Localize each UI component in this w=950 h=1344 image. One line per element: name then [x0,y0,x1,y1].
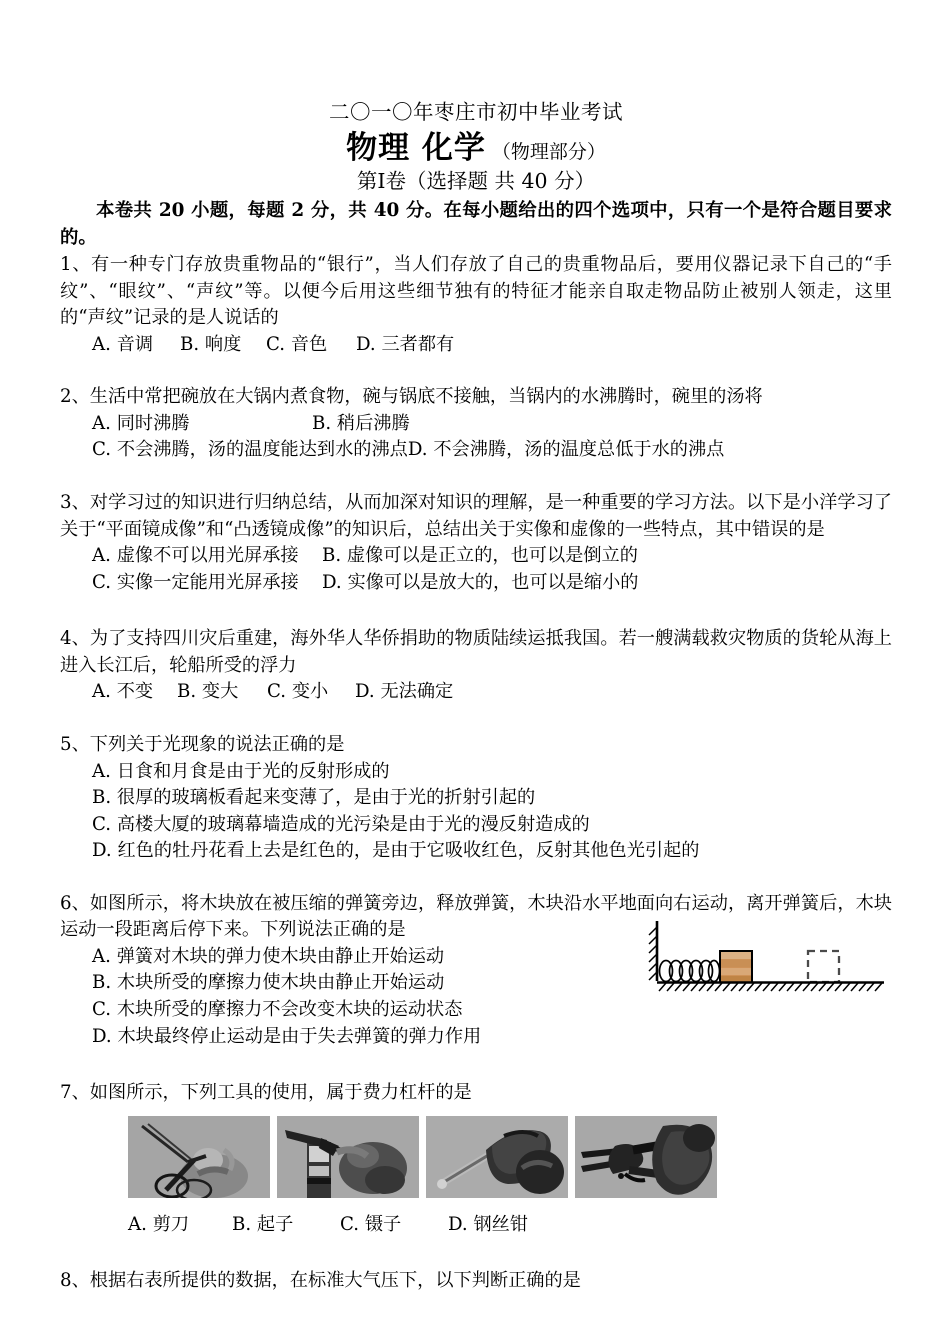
option-row [92,570,892,597]
option-row [92,997,892,1024]
question-5-stem [60,732,892,759]
question-2-text: 生活中常把碗放在大锅内煮食物，碗与锅底不接触，当锅内的水沸腾时，碗里的汤将 [89,386,763,408]
question-7-option-a[interactable]: A. 剪刀 [128,1213,190,1235]
option-row [128,1212,892,1239]
question-4-option-d[interactable]: D. 无法确定 [355,681,454,703]
option-row [92,838,892,865]
wire-pliers-photo-svg [575,1116,717,1198]
question-7-option-b[interactable]: B. 起子 [232,1213,294,1235]
question-2-number: 2、 [60,386,90,408]
option-row [92,437,892,464]
wood-block [720,951,752,982]
question-2-option-a[interactable]: A. 同时沸腾 [92,412,190,434]
ground-hatching [659,983,882,991]
question-6 [60,891,892,1050]
question-5-number: 5、 [60,733,90,755]
question-5-option-d[interactable]: D. 红色的牡丹花看上去是红色的，是由于它吸收红色，反射其他色光引起的 [92,840,700,862]
spacer [60,865,892,891]
question-7-photo-row [60,1116,892,1198]
question-5-options [60,759,892,865]
page-content [60,100,892,1295]
question-2-option-d[interactable]: D. 不会沸腾，汤的温度总低于水的沸点 [407,439,725,461]
dashed-block-outline [808,951,839,982]
spring-block-figure [648,919,892,995]
question-5-option-b[interactable]: B. 很厚的玻璃板看起来变薄了，是由于光的折射引起的 [92,787,536,809]
option-row [92,812,892,839]
question-6-text: 如图所示，将木块放在被压缩的弹簧旁边，释放弹簧，木块沿水平地面向右运动，离开弹簧后，木块运动一段距离后停下来。下列说法正确的是 [60,892,892,941]
question-1-number: 1、 [60,254,92,276]
question-2-options [60,411,892,464]
question-3-option-c[interactable]: C. 实像一定能用光屏承接 [92,571,299,593]
question-4-option-c[interactable]: C. 变小 [267,681,329,703]
question-4 [60,626,892,706]
exam-title-year: 二〇一〇年枣庄市初中毕业考试 [329,100,623,124]
exam-section-title: 第Ⅰ卷（选择题 共 40 分） [356,168,596,193]
exam-subject-line [60,130,892,167]
question-5-option-a[interactable]: A. 日食和月食是由于光的反射形成的 [92,760,390,782]
question-4-number: 4、 [60,628,90,650]
question-6-option-a[interactable]: A. 弹簧对木块的弹力使木块由静止开始运动 [92,945,445,967]
option-row [92,679,892,706]
spacer [60,358,892,384]
bottle-opener-photo [277,1116,419,1198]
question-3-option-a[interactable]: A. 虚像不可以用光屏承接 [92,545,299,567]
question-1 [60,252,892,358]
question-8-text: 根据右表所提供的数据，在标准大气压下，以下判断正确的是 [89,1270,581,1292]
question-4-option-a[interactable]: A. 不变 [92,681,154,703]
question-2-stem [60,384,892,411]
bottle-opener-photo-svg [277,1116,419,1198]
scissors-photo-svg [128,1116,270,1198]
spacer [60,706,892,732]
question-1-option-d[interactable]: D. 三者都有 [356,333,455,355]
question-6-option-d[interactable]: D. 木块最终停止运动是由于失去弹簧的弹力作用 [92,1025,482,1047]
spacer [60,1238,892,1268]
coil-spring [660,960,720,981]
exam-instruction: 本卷共 20 小题，每题 2 分，共 40 分。在每小题给出的四个选项中，只有一个是符合题目要求的。 [60,200,892,248]
question-7-number: 7、 [60,1082,90,1104]
question-7-options [60,1212,892,1239]
question-3-option-d[interactable]: D. 实像可以是放大的，也可以是缩小的 [322,571,639,593]
question-8-stem [60,1268,892,1295]
question-6-number: 6、 [60,892,90,914]
scissors-photo [128,1116,270,1198]
question-3-options [60,543,892,596]
question-4-options [60,679,892,706]
question-1-text: 有一种专门存放贵重物品的“银行”，当人们存放了自己的贵重物品后，要用仪器记录下自己的“手纹”、“眼纹”、“声纹”等。以便今后用这些细节独有的特征才能亲自取走物品防止被别人领走，这里的“声纹”记录的是人说话的 [60,254,892,329]
question-2 [60,384,892,464]
question-3-number: 3、 [60,492,90,513]
question-5-option-c[interactable]: C. 高楼大厦的玻璃幕墙造成的光污染是由于光的漫反射造成的 [92,813,590,835]
exam-subject-main: 物理 化学 [346,129,486,166]
question-4-text: 为了支持四川灾后重建，海外华人华侨捐助的物质陆续运抵我国。若一艘满载救灾物质的货轮从海上进入长江后，轮船所受的浮力 [60,628,892,676]
question-6-option-c[interactable]: C. 木块所受的摩擦力不会改变木块的运动状态 [92,999,463,1020]
question-6-option-b[interactable]: B. 木块所受的摩擦力使木块由静止开始运动 [92,972,445,994]
question-3 [60,490,892,596]
question-7-stem [60,1080,892,1107]
question-3-stem [60,490,892,543]
question-5-text: 下列关于光现象的说法正确的是 [89,733,345,755]
option-row [92,785,892,812]
option-row [92,1024,892,1051]
question-7-option-d[interactable]: D. 钢丝钳 [448,1213,529,1235]
option-row [92,759,892,786]
question-4-stem [60,626,892,679]
wire-pliers-photo [575,1116,717,1198]
spring-block-diagram-svg [648,919,892,995]
option-row [92,332,892,359]
question-8 [60,1268,892,1295]
spacer [60,596,892,626]
question-5 [60,732,892,865]
tweezers-photo-svg [426,1116,568,1198]
question-1-stem [60,252,892,332]
spacer [60,464,892,490]
question-2-option-c[interactable]: C. 不会沸腾，汤的温度能达到水的沸点 [92,439,408,461]
question-2-option-b[interactable]: B. 稍后沸腾 [312,412,410,434]
question-3-option-b[interactable]: B. 虚像可以是正立的，也可以是倒立的 [322,545,638,567]
question-8-number: 8、 [60,1270,90,1292]
option-row [92,543,892,570]
question-3-text: 对学习过的知识进行归纳总结，从而加深对知识的理解，是一种重要的学习方法。以下是小洋学习了关于“平面镜成像”和“凸透镜成像”的知识后，总结出关于实像和虚像的一些特点，其中错误的是 [60,492,892,540]
tweezers-photo [426,1116,568,1198]
option-row [92,411,892,438]
exam-subject-sub: （物理部分） [491,140,606,163]
question-7-option-c[interactable]: C. 镊子 [340,1213,402,1235]
question-1-option-b[interactable]: B. 响度 [180,333,242,355]
question-4-option-b[interactable]: B. 变大 [177,681,239,703]
question-1-option-a[interactable]: A. 音调 [92,333,154,355]
question-1-option-c[interactable]: C. 音色 [266,333,328,355]
question-7-text: 如图所示，下列工具的使用，属于费力杠杆的是 [89,1082,472,1104]
question-7 [60,1080,892,1238]
question-1-options [60,332,892,359]
spacer [60,1050,892,1080]
